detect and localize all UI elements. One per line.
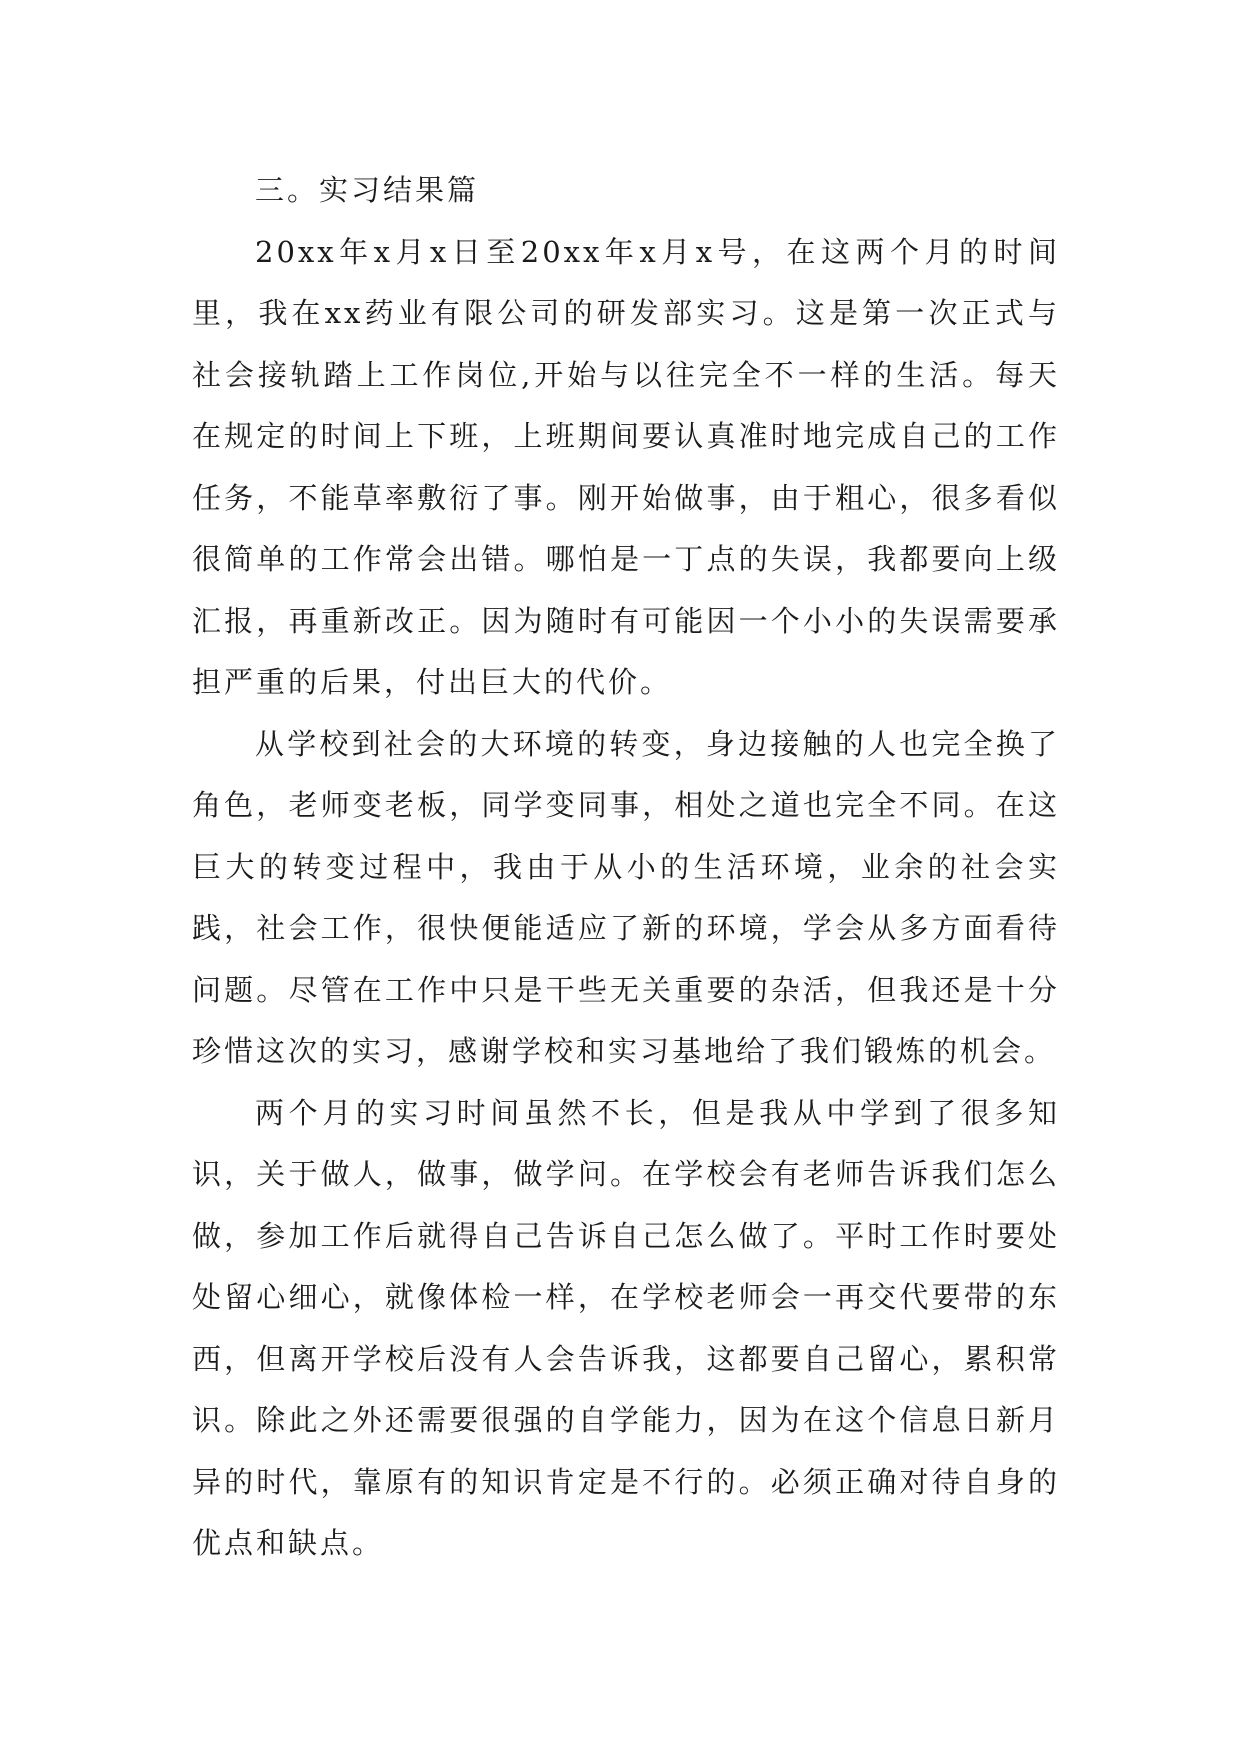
document-body (192, 160, 1060, 1575)
paragraph-environment-change: 从学校到社会的大环境的转变，身边接触的人也完全换了角色，老师变老板，同学变同事，相处之道也完全不同。在这巨大的转变过程中，我由于从小的生活环境，业余的社会实践，社会工作，很快便能适应了新的环境，学会从多方面看待问题。尽管在工作中只是干些无关重要的杂活，但我还是十分珍惜这次的实习，感谢学校和实习基地给了我们锻炼的机会。 (192, 726, 1060, 1068)
paragraph-lessons-learned: 两个月的实习时间虽然不长，但是我从中学到了很多知识，关于做人，做事，做学问。在学校会有老师告诉我们怎么做，参加工作后就得自己告诉自己怎么做了。平时工作时要处处留心细心，就像体检一样，在学校老师会一再交代要带的东西，但离开学校后没有人会告诉我，这都要自己留心，累积常识。除此之外还需要很强的自学能力，因为在这个信息日新月异的时代，靠原有的知识肯定是不行的。必须正确对待自身的优点和缺点。 (192, 1095, 1060, 1560)
section-heading: 三。实习结果篇 (255, 173, 480, 207)
paragraph-internship-period: 20xx年x月x日至20xx年x月x号，在这两个月的时间里，我在xx药业有限公司的研发部实习。这是第一次正式与社会接轨踏上工作岗位,开始与以往完全不一样的生活。每天在规定的时间上下班，上班期间要认真准时地完成自己的工作任务，不能草率敷衍了事。刚开始做事，由于粗心，很多看似很简单的工作常会出错。哪怕是一丁点的失误，我都要向上级汇报，再重新改正。因为随时有可能因一个小小的失误需要承担严重的后果，付出巨大的代价。 (192, 234, 1060, 699)
